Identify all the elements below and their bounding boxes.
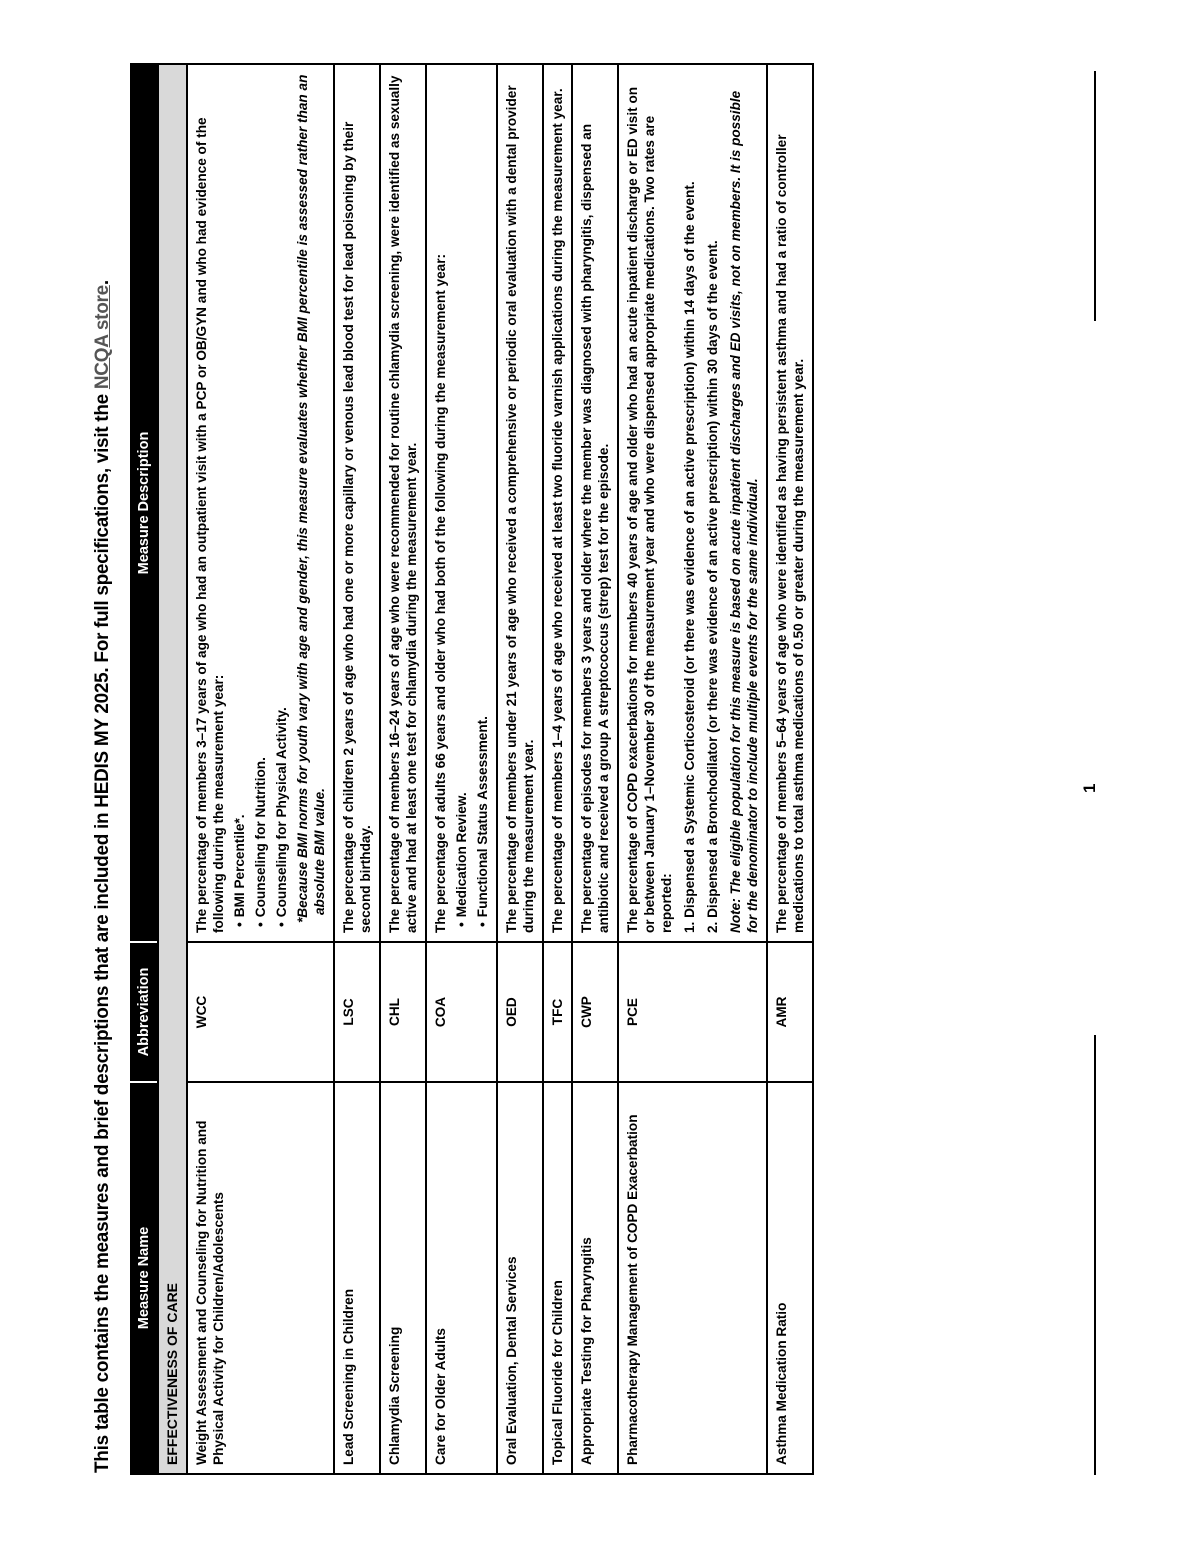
- measure-abbr: COA: [426, 942, 497, 1082]
- measure-description: The percentage of episodes for members 3 years and older where the member was diagnosed with pharyngitis, dispensed an antibiotic and received a group A streptococcus (strep) test for the episode.: [572, 64, 618, 942]
- note-text: Note: The eligible population for this measure is based on acute inpatient discharges and ED visits, not on members. It is possible for the denominator to include multiple events for the same individual.: [728, 90, 760, 933]
- footnote: [294, 73, 328, 927]
- page-number: 1: [1080, 783, 1099, 793]
- section-row: [158, 64, 187, 1474]
- table-row: [618, 64, 767, 1474]
- measure-abbr: TFC: [543, 942, 572, 1082]
- footer-rule-left: [1094, 1035, 1096, 1475]
- measure-description: The percentage of members 16–24 years of age who were recommended for routine chlamydia screening, were identified as sexually active and had at least one test for chlamydia during the measurement year.: [380, 64, 426, 942]
- bullet-item: • Counseling for Physical Activity.: [273, 73, 290, 927]
- note: [727, 73, 761, 933]
- measure-abbr: CWP: [572, 942, 618, 1082]
- table-row: [572, 64, 618, 1474]
- table-row: [497, 64, 543, 1474]
- measure-name: Topical Fluoride for Children: [543, 1082, 572, 1474]
- measure-name: Oral Evaluation, Dental Services: [497, 1082, 543, 1474]
- measure-name: Care for Older Adults: [426, 1082, 497, 1474]
- measures-table: [130, 63, 814, 1475]
- measure-name: Chlamydia Screening: [380, 1082, 426, 1474]
- bullet-item: • Functional Status Assessment.: [474, 73, 491, 927]
- table-row: [334, 64, 380, 1474]
- measure-name: Pharmacotherapy Management of COPD Exacerbation: [618, 1082, 767, 1474]
- description-text: The percentage of COPD exacerbations for members 40 years of age and older who had an acute inpatient discharge or ED visit on or between January 1–November 30 of the measurement year and who were dispensed appropriate medications. Two rates are reported:: [625, 86, 674, 933]
- measure-name: Appropriate Testing for Pharyngitis: [572, 1082, 618, 1474]
- intro-period: .: [92, 280, 113, 286]
- numbered-item: 1. Dispensed a Systemic Corticosteroid (or there was evidence of an active prescription) within 14 days of the event.: [682, 181, 697, 933]
- measure-description: The percentage of members 1–4 years of age who received at least two fluoride varnish applications during the measurement year.: [543, 64, 572, 942]
- measure-abbr: LSC: [334, 942, 380, 1082]
- measure-abbr: AMR: [767, 942, 813, 1082]
- bullet-item: • BMI Percentile*.: [231, 73, 248, 927]
- measure-description: [187, 64, 334, 942]
- ncqa-store-link[interactable]: NCQA store: [92, 285, 113, 390]
- table-row: [543, 64, 572, 1474]
- measure-description: [618, 64, 767, 942]
- header-measure-description: Measure Description: [131, 64, 158, 942]
- numbered-item: 2. Dispensed a Bronchodilator (or there was evidence of an active prescription) within 30 days of the event.: [705, 240, 720, 933]
- measure-abbr: OED: [497, 942, 543, 1082]
- description-text: The percentage of members 3–17 years of age who had an outpatient visit with a PCP or OB/GYN and who had evidence of the following during the measurement year:: [194, 117, 226, 933]
- measure-abbr: WCC: [187, 942, 334, 1082]
- measure-abbr: CHL: [380, 942, 426, 1082]
- table-row: [426, 64, 497, 1474]
- measure-description: The percentage of members under 21 years of age who received a comprehensive or periodic oral evaluation with a dental provider during the measurement year.: [497, 64, 543, 942]
- section-title: EFFECTIVENESS OF CARE: [158, 64, 187, 1474]
- measure-description: The percentage of children 2 years of age who had one or more capillary or venous lead blood test for lead poisoning by their second birthday.: [334, 64, 380, 942]
- intro-sentence: This table contains the measures and brief descriptions that are included in HEDIS MY 2025. For full specifications, visit the: [92, 389, 113, 1473]
- intro-text: [92, 73, 114, 1473]
- measure-name: Lead Screening in Children: [334, 1082, 380, 1474]
- bullet-item: • Medication Review.: [453, 73, 470, 927]
- measure-name: Weight Assessment and Counseling for Nutrition and Physical Activity for Children/Adolescents: [187, 1082, 334, 1474]
- table-row: [187, 64, 334, 1474]
- header-measure-name: Measure Name: [131, 1082, 158, 1474]
- table-row: [380, 64, 426, 1474]
- description-text: The percentage of adults 66 years and older who had both of the following during the measurement year:: [433, 253, 448, 933]
- footer-rule-right: [1094, 71, 1096, 321]
- measure-abbr: PCE: [618, 942, 767, 1082]
- measure-name: Asthma Medication Ratio: [767, 1082, 813, 1474]
- footnote-text: *Because BMI norms for youth vary with age and gender, this measure evaluates whether BMI percentile is assessed rather than an absolute BMI value.: [295, 74, 327, 923]
- table-row: [767, 64, 813, 1474]
- measure-description: [426, 64, 497, 942]
- table-header-row: [131, 64, 158, 1474]
- bullet-item: • Counseling for Nutrition.: [252, 73, 269, 927]
- measure-description: The percentage of members 5–64 years of age who were identified as having persistent asthma and had a ratio of controller medications to total asthma medications of 0.50 or greater during the measurement year.: [767, 64, 813, 942]
- header-abbreviation: Abbreviation: [131, 942, 158, 1082]
